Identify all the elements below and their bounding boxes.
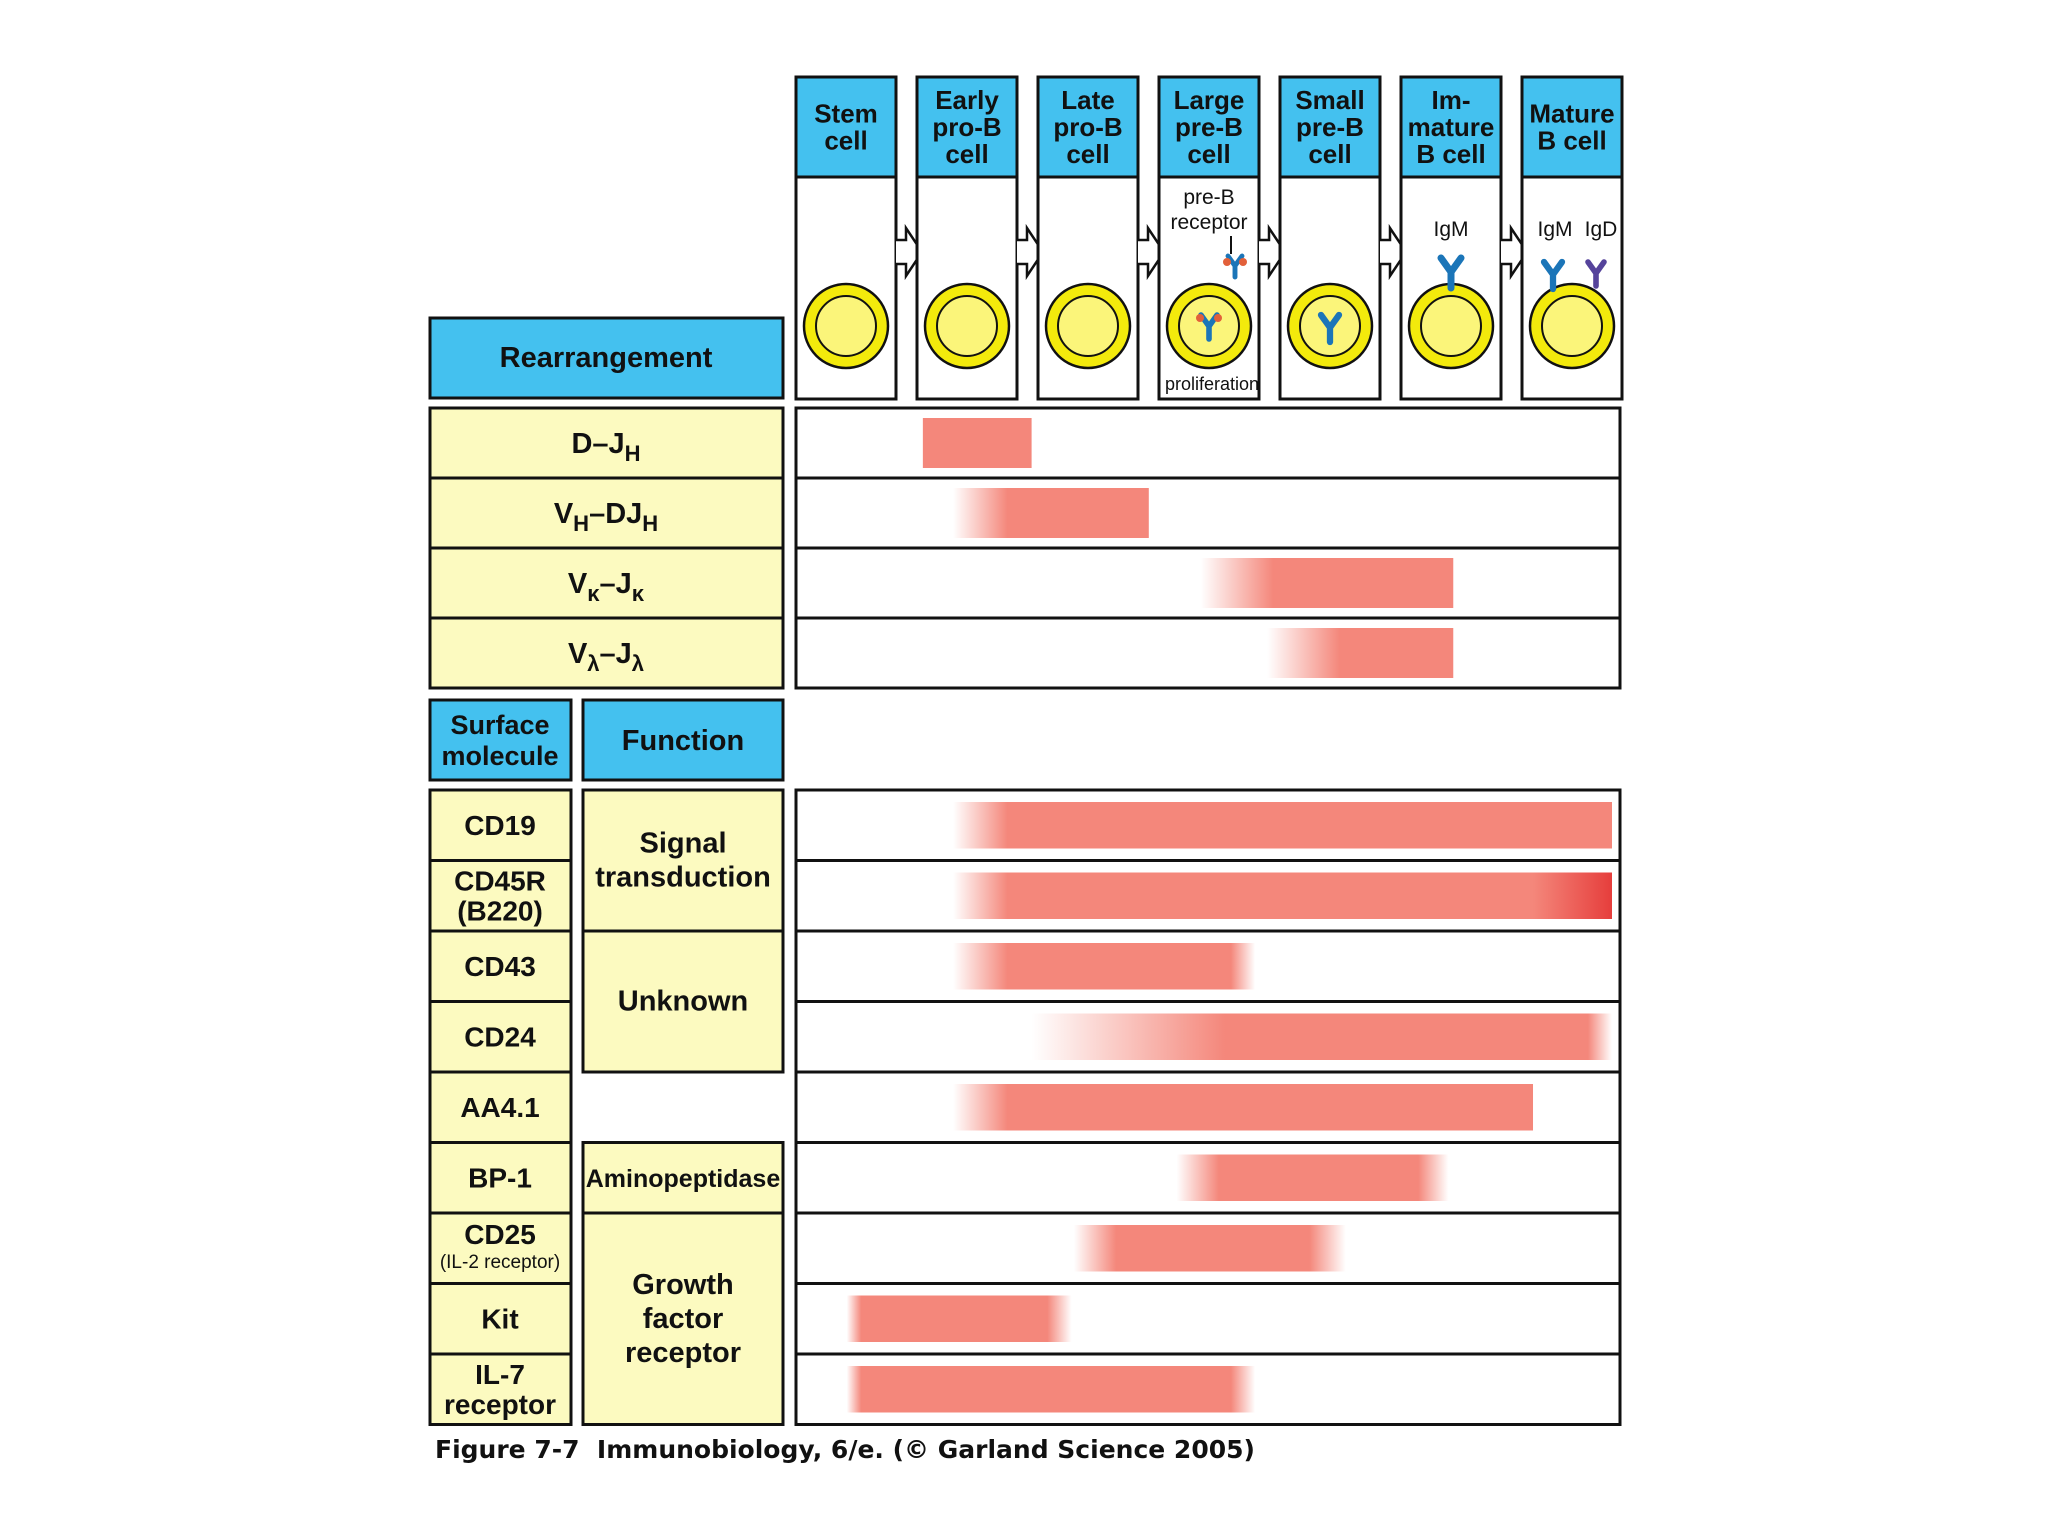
- igm-label: IgM: [1433, 218, 1469, 241]
- stage-label: B cell: [1537, 125, 1607, 156]
- caption-book: Immunobiology, 6/e. (© Garland Science 2005): [596, 1435, 1255, 1464]
- expression-bar: [1032, 1014, 1612, 1061]
- figure-caption: [435, 1435, 1255, 1464]
- stage-column: [1280, 77, 1406, 399]
- stage-label: Mature: [1529, 98, 1615, 129]
- stage-label: pro-B: [932, 112, 1002, 142]
- expression-bar: [953, 873, 1612, 920]
- function-group-label: [583, 931, 783, 1072]
- stage-label: Stem: [814, 98, 878, 129]
- molecule-name: CD19: [464, 810, 536, 841]
- stage-label: cell: [1066, 139, 1110, 169]
- molecule-row-label: [430, 1354, 571, 1425]
- molecule-name: CD45R: [454, 865, 546, 897]
- molecule-name: BP-1: [468, 1162, 532, 1194]
- molecule-row-label: [430, 790, 571, 861]
- stage-label: Early: [935, 85, 999, 115]
- receptor-chain-icon: [1214, 314, 1222, 322]
- expression-bar: [953, 802, 1612, 849]
- cell-nucleus: [1421, 296, 1481, 356]
- cell-nucleus: [937, 296, 997, 356]
- receptor-chain-icon: [1196, 314, 1204, 322]
- molecule-name: CD24: [464, 1021, 536, 1053]
- rearrangement-row-frame: [796, 618, 1620, 688]
- stage-label: cell: [1308, 139, 1352, 169]
- function-group-label: [583, 1213, 783, 1425]
- expression-bar: [953, 943, 1255, 990]
- molecule-name: CD43: [464, 951, 536, 982]
- molecule-row-label: [430, 1213, 571, 1284]
- stage-label: Im-: [1431, 85, 1471, 115]
- expression-bar: [1074, 1225, 1346, 1272]
- stage-label: pre-B: [1296, 112, 1364, 142]
- stage-label: mature: [1407, 112, 1495, 142]
- rearrangement-label: $V_\lambda-J_\lambda$: [567, 638, 645, 676]
- stage-label: pre-B: [1175, 112, 1243, 142]
- function-label: Aminopeptidase: [585, 1164, 781, 1193]
- stage-label: Large: [1173, 85, 1245, 115]
- surface-title: Surface: [450, 710, 550, 740]
- molecule-name: AA4.1: [460, 1092, 540, 1123]
- stage-label: Small: [1295, 85, 1365, 115]
- molecule-name-sub: (IL-2 receptor): [439, 1252, 561, 1273]
- caption-figure-number: Figure 7-7: [435, 1435, 580, 1464]
- molecule-row-label: [430, 1143, 571, 1214]
- function-group-label: [583, 790, 783, 931]
- rearrangement-label: $V_\kappa-J_\kappa$: [567, 568, 645, 606]
- proliferation-label: proliferation: [1164, 374, 1260, 394]
- function-label: receptor: [624, 1336, 742, 1369]
- stage-columns: [796, 77, 1622, 399]
- receptor-chain-icon: [1223, 258, 1231, 266]
- stage-label: pro-B: [1053, 112, 1123, 142]
- pre-b-receptor-label: receptor: [1170, 211, 1248, 234]
- molecule-name-sub: (B220): [457, 895, 543, 927]
- row-labels: [430, 318, 783, 1425]
- cell-nucleus: [816, 296, 876, 356]
- rearrangement-label: $D-J_H$: [571, 428, 641, 466]
- stage-label: cell: [824, 125, 868, 156]
- molecule-name: IL-7: [475, 1359, 525, 1390]
- expression-bar: [847, 1366, 1255, 1413]
- stage-label: Late: [1061, 85, 1115, 115]
- rearrangement-header: [430, 318, 783, 398]
- molecule-row-label: [430, 1284, 571, 1355]
- expression-bar: [1177, 1155, 1449, 1202]
- rearrangement-row-frame: [796, 478, 1620, 548]
- rearrangement-bar: [1201, 558, 1454, 608]
- molecule-row-label: [430, 1072, 571, 1143]
- surface-title: molecule: [441, 741, 559, 771]
- rearrangement-label: $V_H-DJ_H$: [553, 498, 659, 536]
- function-title: Function: [621, 725, 745, 757]
- molecule-row-label: [430, 931, 571, 1002]
- molecule-name: CD25: [464, 1219, 536, 1250]
- rearrangement-bar: [1267, 628, 1453, 678]
- cell-nucleus: [1058, 296, 1118, 356]
- function-group-label: [583, 1143, 783, 1214]
- molecule-name: Kit: [481, 1303, 519, 1335]
- function-header: [583, 700, 783, 780]
- cell-nucleus: [1542, 296, 1602, 356]
- stage-column: [1038, 77, 1164, 399]
- rearrangement-row-label: [430, 548, 783, 618]
- stage-label: cell: [945, 139, 989, 169]
- receptor-chain-icon: [1239, 258, 1247, 266]
- function-label: Growth: [632, 1268, 734, 1301]
- molecule-row-label: [430, 1002, 571, 1073]
- function-label: Unknown: [617, 985, 749, 1018]
- function-label: Signal: [639, 827, 727, 860]
- expression-bar: [953, 1084, 1533, 1131]
- rearrangement-row-frame: [796, 408, 1620, 478]
- stage-column: [796, 77, 922, 399]
- rearrangement-bar: [923, 418, 1032, 468]
- expression-bar: [847, 1296, 1072, 1343]
- molecule-name-sub: receptor: [443, 1389, 557, 1420]
- rearrangement-title: Rearrangement: [499, 342, 713, 374]
- pre-b-receptor-label: pre-B: [1183, 186, 1235, 209]
- rearrangement-row-label: [430, 618, 783, 688]
- rearrangement-bar: [953, 488, 1149, 538]
- igm-label: IgM: [1537, 218, 1573, 241]
- rearrangement-row-label: [430, 408, 783, 478]
- rearrangement-row-label: [430, 478, 783, 548]
- function-label: factor: [642, 1302, 724, 1335]
- stage-label: B cell: [1416, 139, 1486, 169]
- igd-label: IgD: [1584, 218, 1618, 241]
- expression-bars: [796, 408, 1620, 1425]
- stage-label: cell: [1187, 139, 1231, 169]
- stage-column: [1159, 77, 1285, 399]
- stage-column: [917, 77, 1043, 399]
- surface-molecule-header: [430, 700, 571, 780]
- molecule-row-label: [430, 861, 571, 932]
- function-label: transduction: [595, 861, 771, 894]
